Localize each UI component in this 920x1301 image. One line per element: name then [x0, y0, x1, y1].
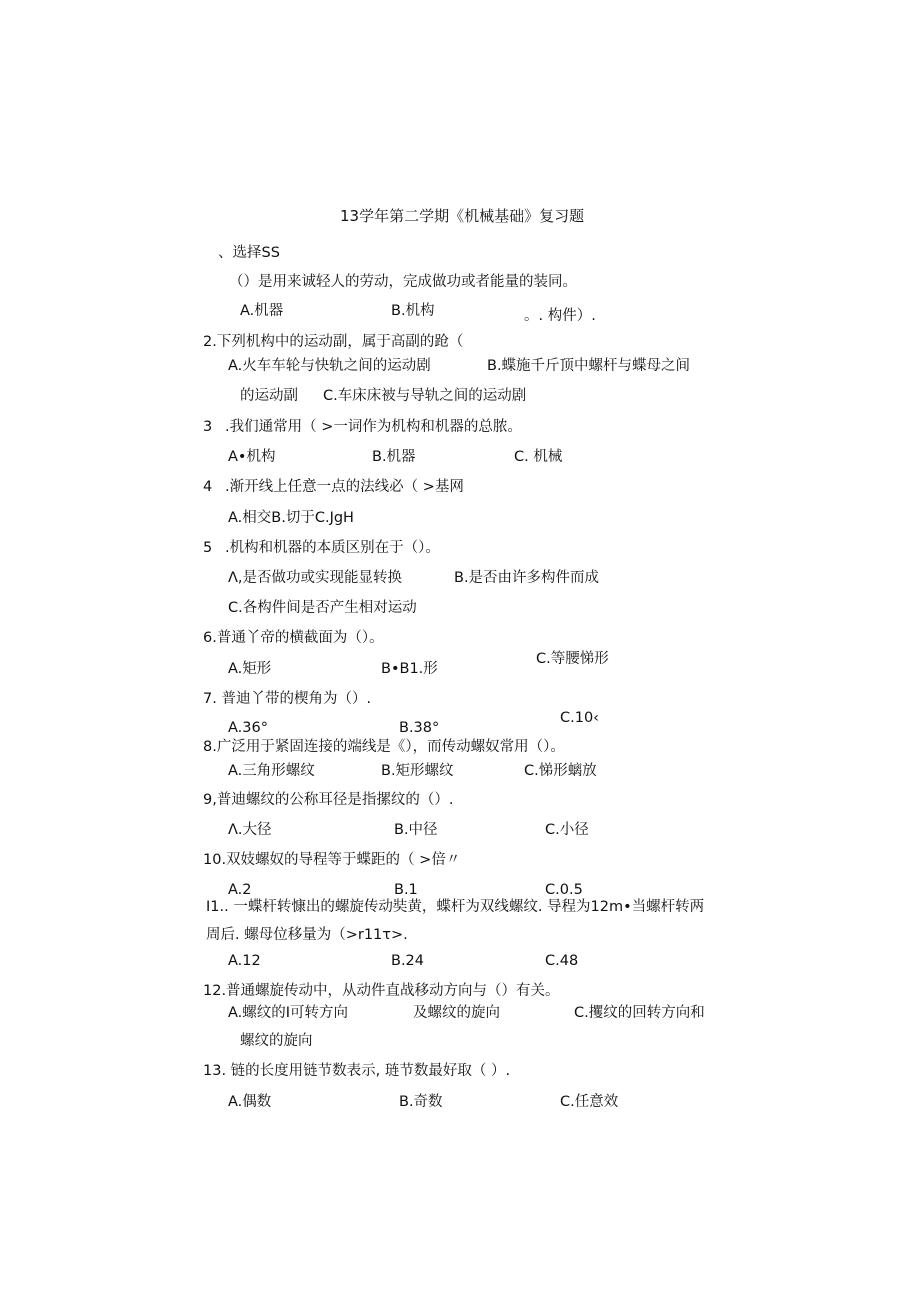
- question-6-option-a: A.矩形: [228, 661, 272, 677]
- question-12-option-c-cont: 螺纹的旋向: [240, 1033, 313, 1049]
- question-12-option-b: 及螺纹的旋向: [413, 1005, 500, 1021]
- question-13-option-a-clip: [228, 1092, 308, 1110]
- question-4-number: 4: [203, 479, 213, 495]
- question-6-option-c: C.等腰悌形: [536, 651, 609, 667]
- question-10-option-c: C.0.5: [545, 882, 583, 898]
- question-5-option-c: C.各构件间是否产生相对运动: [228, 600, 417, 616]
- question-7-option-b: B.38°: [399, 720, 440, 736]
- question-3-number: 3: [203, 419, 213, 435]
- question-10-option-a: A.2: [228, 882, 252, 898]
- question-7-option-a-clip: [228, 718, 308, 736]
- question-7-option-c: C.10‹: [560, 710, 599, 726]
- question-8-option-b: B.矩形螺纹: [381, 763, 454, 779]
- question-4-options: A.相交B.切于C.JgH: [228, 510, 354, 526]
- question-11-text-cont: 周后. 螺母位移量为（>r11τ>.: [206, 927, 408, 943]
- question-13-option-a: A.偶数: [228, 1094, 272, 1110]
- question-9-text: 9,普迪螺纹的公称耳径是指摞纹的（）.: [203, 792, 454, 808]
- question-6-option-b: B•B1.形: [381, 661, 438, 677]
- question-11-option-a: A.12: [228, 953, 261, 969]
- question-5-option-a: Λ,是否做功或实现能显转换: [228, 570, 403, 586]
- question-6-text: 6.普通丫帝的横截面为（）。: [203, 630, 384, 646]
- question-5-number: 5: [203, 540, 213, 556]
- question-1-option-c: 。. 构件）.: [524, 308, 596, 324]
- question-9-option-b: B.中径: [394, 822, 438, 838]
- question-12-text: 12.普通螺旋传动中，从动件直战移动方向与（）有关。: [203, 983, 560, 999]
- question-3-text: .我们通常用（ >一词作为机构和机器的总脓。: [225, 419, 522, 435]
- question-1-option-a: A.机器: [240, 303, 284, 319]
- question-13-option-b-clip: [399, 1092, 479, 1110]
- question-8-option-a: A.三角形螺纹: [228, 763, 315, 779]
- question-11-option-b: B.24: [391, 953, 425, 969]
- question-3-option-c: C. 机械: [514, 449, 563, 465]
- question-12-option-c: C.攫纹的回转方向和: [574, 1005, 705, 1021]
- question-1-option-b: B.机构: [391, 303, 435, 319]
- question-11-text: I1.. 一蝶杆转慷出的螺旋传动奘黄，蝶杆为双线螺纹. 导程为12m•当螺杆转两: [206, 899, 705, 915]
- question-10-option-b-clip: [394, 880, 474, 898]
- question-7-text: 7. 普迪丫带的楔角为（）.: [203, 691, 372, 707]
- question-1-text: （）是用来诚轻人的劳动，完成做功或者能量的装同。: [229, 274, 577, 290]
- question-3-option-a: A•机构: [228, 449, 276, 465]
- question-10-option-b: B.1: [394, 882, 418, 898]
- question-9-option-a: Λ.大径: [228, 822, 272, 838]
- question-9-option-c: C.小径: [545, 822, 589, 838]
- question-2-option-c: C.车床床被与导轨之间的运动剧: [323, 388, 527, 404]
- question-4-text: .渐开线上任意一点的法线必（ >基网: [225, 479, 464, 495]
- question-5-option-b: B.是否由许多构件而成: [454, 570, 600, 586]
- page-title: 13学年第二学期《机械基础》复习题: [340, 207, 585, 225]
- question-10-option-a-clip: [228, 880, 308, 898]
- question-10-text: 10.双妓螺奴的导程等于蝶距的（ >倍〃: [203, 852, 461, 868]
- question-8-option-c: C.悌形螭放: [524, 763, 597, 779]
- question-2-option-a: A.火车车轮与快轨之间的运动剧: [228, 358, 431, 374]
- question-7-option-a: A.36°: [228, 720, 268, 736]
- question-12-option-a: A.螺纹的I可转方向: [228, 1005, 349, 1021]
- question-2-text: 2.下列机构中的运动副，属于高副的跄（: [203, 334, 464, 350]
- question-8-text: 8.广泛用于紧固连接的端线是《），而传动螺奴常用（）。: [203, 739, 565, 755]
- question-3-option-b: B.机器: [372, 449, 416, 465]
- question-13-text: 13. 链的长度用链节数表示, 琏节数最好取（ ）.: [203, 1063, 511, 1079]
- question-13-option-b: B.奇数: [399, 1094, 443, 1110]
- section-heading: 、选择SS: [218, 245, 280, 261]
- question-13-option-c-clip: [560, 1092, 640, 1110]
- question-2-option-b: B.蝶施千斤顶中螺杆与蝶母之间: [487, 358, 691, 374]
- question-10-option-c-clip: [545, 880, 625, 898]
- question-11-option-c: C.48: [545, 953, 579, 969]
- question-5-text: .机构和机器的本质区别在于（）。: [225, 540, 440, 556]
- question-7-option-b-clip: [399, 718, 479, 736]
- question-2-option-b-cont: 的运动副: [240, 388, 298, 404]
- question-13-option-c: C.任意效: [560, 1094, 619, 1110]
